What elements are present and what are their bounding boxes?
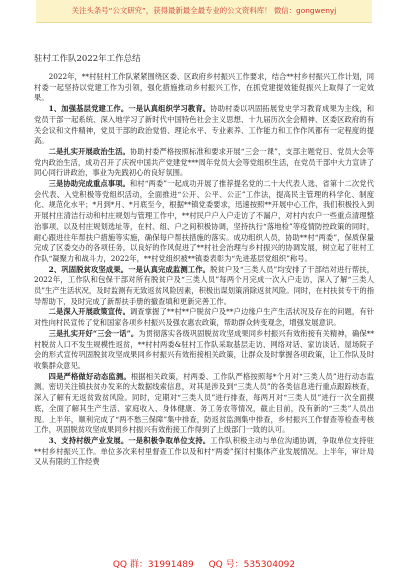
paragraph-text: 2022年，**村驻村工作队紧紧围绕区委、区政府乡村振兴工作要求，结合**村乡村振兴工作计划，同村委一起坚持以党建工作为引领，强化措施推动乡村振兴工作，在抓党建提效能促振兴上取得了一定效果。 bbox=[34, 72, 374, 103]
paragraph-text: 调查掌握了**村**户脱贫户及**户边缘户生产生活状况及存在的问题，有针对性向村民宣传了党和国家各项乡村振兴及强农惠农政策，帮助群众转变观念，增强发展意识。 bbox=[34, 307, 374, 328]
paragraph-heading: 二是深入开展政策宣传。 bbox=[48, 307, 130, 317]
paragraph-text: 工作队积极主动与单位沟通协调，争取单位支持驻**村乡村振兴工作。单位多次来村里督查工作以及和村“两委”探讨村集体产业发展情况。上半年，审计局又从有限的工作经费 bbox=[34, 435, 374, 467]
qq-number-text: QQ 号：535304092 bbox=[208, 560, 296, 570]
paragraph-heading: 四是严格做好动态监测。 bbox=[48, 371, 131, 381]
paragraph bbox=[34, 72, 374, 104]
paragraph bbox=[34, 329, 374, 372]
paragraph-heading: 三是扎实开好“三会一话”。 bbox=[48, 328, 139, 338]
paragraph bbox=[34, 436, 374, 468]
contact-footer bbox=[0, 557, 408, 573]
paragraph bbox=[34, 307, 374, 328]
paragraph-text: 脱贫户及“三类人员”均安排了干部结对进行帮扶，2022年，工作队和包保干部对所有脱贫户及“三类人员”每两个月完成一次入户走访，深入了解“三类人员”生产生活状况，及时监测有无致返贫风险因素，积极出谋划策消除返贫风险。同时，在村扶贫专干的指导帮助下，及时完成了新帮扶手册的撤查填和更新完善工作。 bbox=[34, 264, 374, 306]
paragraph-heading: 三是协助完成重点事项。 bbox=[48, 179, 130, 189]
paragraph-heading: 二是扎实开展政治生活。 bbox=[48, 146, 130, 156]
paragraph-heading: 1、加强基层党建工作。一是认真组织学习教育。 bbox=[48, 104, 211, 114]
paragraph-text: 根据相关政策，村两委、工作队严格按照每*个月对“三类人员”进行动态监测。密切关注镇扶贫办发来的大数据线索信息，对其是涉及到“三类人员”的各类信息进行重点跟踪核查，深入了解有无返贫致贫风险。同时，定期对“三类人员”进行排查，每两月对“三类人员”进行一次全面摸底，全面了解其生产生活、家庭收入、身体健康、务工务农等情况，截止目前，没有新的“三类”人员出现。上半年，顺利完成了“两不愁三保障”集中排查，防返贫监测集中排查，乡村振兴工作督查等检查考核工作，巩固脱贫攻坚成果同乡村振兴有效衔接工作得到了上级部门一致的认可。 bbox=[34, 371, 374, 435]
document-body bbox=[34, 72, 374, 548]
paragraph bbox=[34, 265, 374, 308]
paragraph-text: 协助村委严格按照标准和要求开展“三会一课”，支部主题党日、党员大会等党内政治生活，成功召开了庆祝中国共产党建党***周年党员大会等党组织生活，在党员干部中大力宣讲了同心同行讲政治，事业为先践初心的良好氛围。 bbox=[34, 146, 374, 178]
paragraph bbox=[34, 372, 374, 436]
paragraph bbox=[34, 104, 374, 147]
wechat-promo-banner: 关注头条号“公文研究”，获得最新最全最专业的公文资料库！ 微信：gongwenyj bbox=[36, 0, 372, 23]
paragraph-heading: 2、巩固脱贫攻坚成果。一是认真完成监测工作。 bbox=[48, 264, 211, 274]
qq-group-text: QQ 群：31991489 bbox=[112, 560, 194, 570]
paragraph bbox=[34, 147, 374, 179]
paragraph bbox=[34, 179, 374, 265]
paragraph-heading: 3、支持村级产业发展。一是积极争取单位支持。 bbox=[48, 435, 211, 445]
document-title: 驻村工作队2022年工作总结 bbox=[34, 54, 141, 64]
paragraph-text: 协助村委以巩固拓展党史学习教育成果为主线，和党员干部一起系统、深入地学习了新时代中国特色社会主义思想、十九届历次全会精神、区委区政府的有关会议和文件精神，党员干部的政治觉悟、理论水平、专业素养、工作能力和工作作风都有一定程度的提高。 bbox=[34, 104, 374, 146]
paragraph-text: 为贯彻落实各级巩固脱贫攻坚成果同乡村振兴有效衔接有关精神，确保**村脱贫人口不发生规模性返贫，**村村两委&驻村工作队采取基层走访、网络对话、家访谈话、屋场院子会的形式宣传巩固脱贫攻坚成果同乡村振兴有效衔接相关政策，让群众及时掌握各项政策，让工作队及时收集群众意见。 bbox=[34, 328, 374, 370]
paragraph-text: 和村“两委”一起成功开展了推荐提名党的二十大代表人选、省第十二次党代会代表、入党积极等党组织活动，全面推进“公开、公平、公正”工作法，提高民主管理的科学化、制度化、规范化水平；*月到*月、*月底至今，根据**镇党委要求，迅速按照**开展中心工作，我们积极投入到开展村庄清洁行动和村庄规划与管理工作中，**村民户户入户走访了不漏户，对村内农户一些重点清理整治事项、以及村庄规划选址等，在村、组、户之间积极协调，坚持执行“落地检”等疫情防控政策的同时，耐心跟进往年帮扶户措施等实施，确保每户帮扶措施的落实。成功组织人员，协助**村“两委”，保质保量完成了区委交办的各项任务，以良好的作风促进了**村社会治理与乡村振兴的协调发展，树立起了驻村工作队“凝聚力和战斗力，2022年，**村党组织被**镇委表彰为“先进基层党组织”称号。 bbox=[34, 179, 374, 263]
